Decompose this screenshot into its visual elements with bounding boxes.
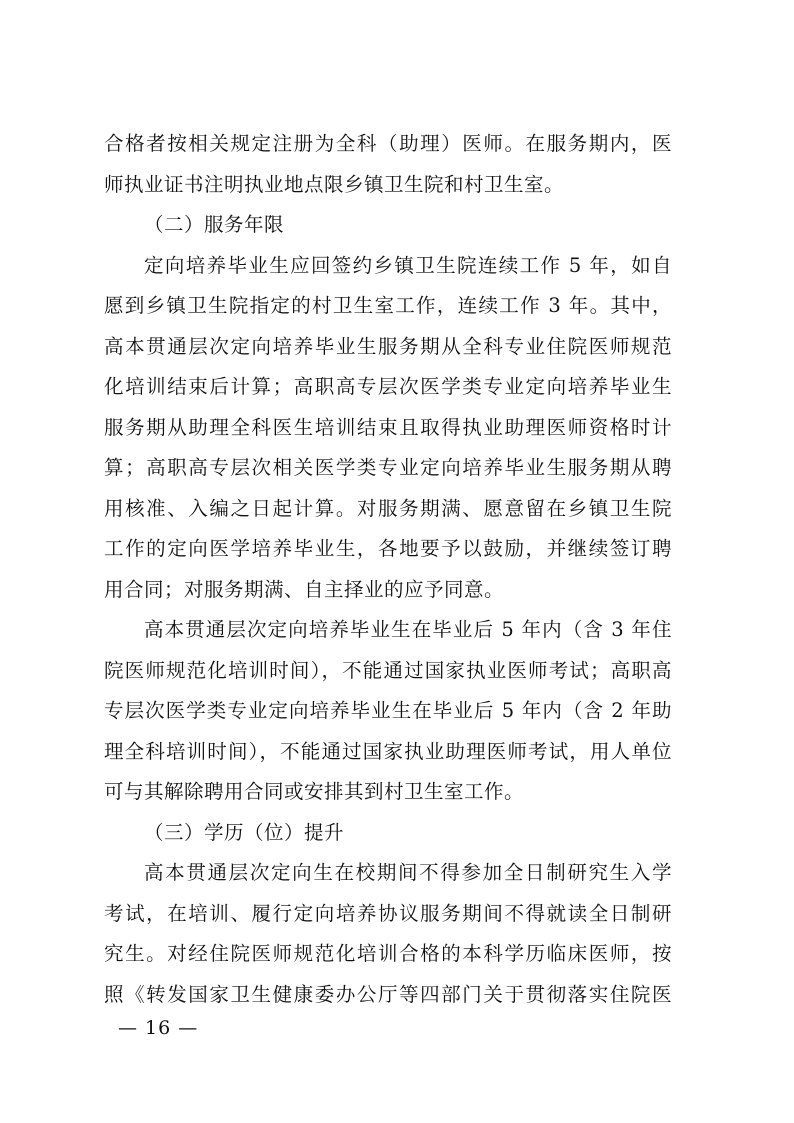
paragraph-line: 工作的定向医学培养毕业生，各地要予以鼓励，并继续签订聘 [104,537,672,560]
paragraph-line: 化培训结束后计算；高职高专层次医学类专业定向培养毕业生 [104,375,672,398]
paragraph-line: 算；高职高专层次相关医学类专业定向培养毕业生服务期从聘 [104,456,672,479]
paragraph-line: 高本贯通层次定向培养毕业生在毕业后 5 年内（含 3 年住 [144,618,672,641]
paragraph-line: 究生。对经住院医师规范化培训合格的本科学历临床医师，按 [104,942,672,965]
paragraph-line: 师执业证书注明执业地点限乡镇卫生院和村卫生室。 [104,172,565,196]
paragraph-line: 可与其解除聘用合同或安排其到村卫生室工作。 [104,780,525,803]
paragraph-line: 院医师规范化培训时间），不能通过国家执业医师考试；高职高 [104,658,672,682]
paragraph-line: 专层次医学类专业定向培养毕业生在毕业后 5 年内（含 2 年助 [104,699,672,722]
section-heading-service-term: （二）服务年限 [144,213,285,236]
paragraph-line: 定向培养毕业生应回签约乡镇卫生院连续工作 5 年，如自 [144,253,672,277]
paragraph-line: 照《转发国家卫生健康委办公厅等四部门关于贯彻落实住院医 [104,982,672,1006]
page-number: — 16 — [118,1017,199,1039]
paragraph-line: 愿到乡镇卫生院指定的村卫生室工作，连续工作 3 年。其中， [104,294,672,317]
section-heading-education-upgrade: （三）学历（位）提升 [144,820,345,844]
paragraph-line: 高本贯通层次定向培养毕业生服务期从全科专业住院医师规范 [104,334,672,358]
paragraph-line: 高本贯通层次定向生在校期间不得参加全日制研究生入学 [144,861,672,884]
paragraph-line: 用核准、入编之日起计算。对服务期满、愿意留在乡镇卫生院 [104,496,672,520]
document-body [104,124,672,1015]
paragraph-line: 合格者按相关规定注册为全科（助理）医师。在服务期内，医 [104,132,672,155]
paragraph-line: 理全科培训时间），不能通过国家执业助理医师考试，用人单位 [104,739,672,763]
paragraph-line: 用合同；对服务期满、自主择业的应予同意。 [104,577,505,601]
paragraph-line: 服务期从助理全科医生培训结束且取得执业助理医师资格时计 [104,415,672,439]
paragraph-line: 考试，在培训、履行定向培养协议服务期间不得就读全日制研 [104,901,672,925]
